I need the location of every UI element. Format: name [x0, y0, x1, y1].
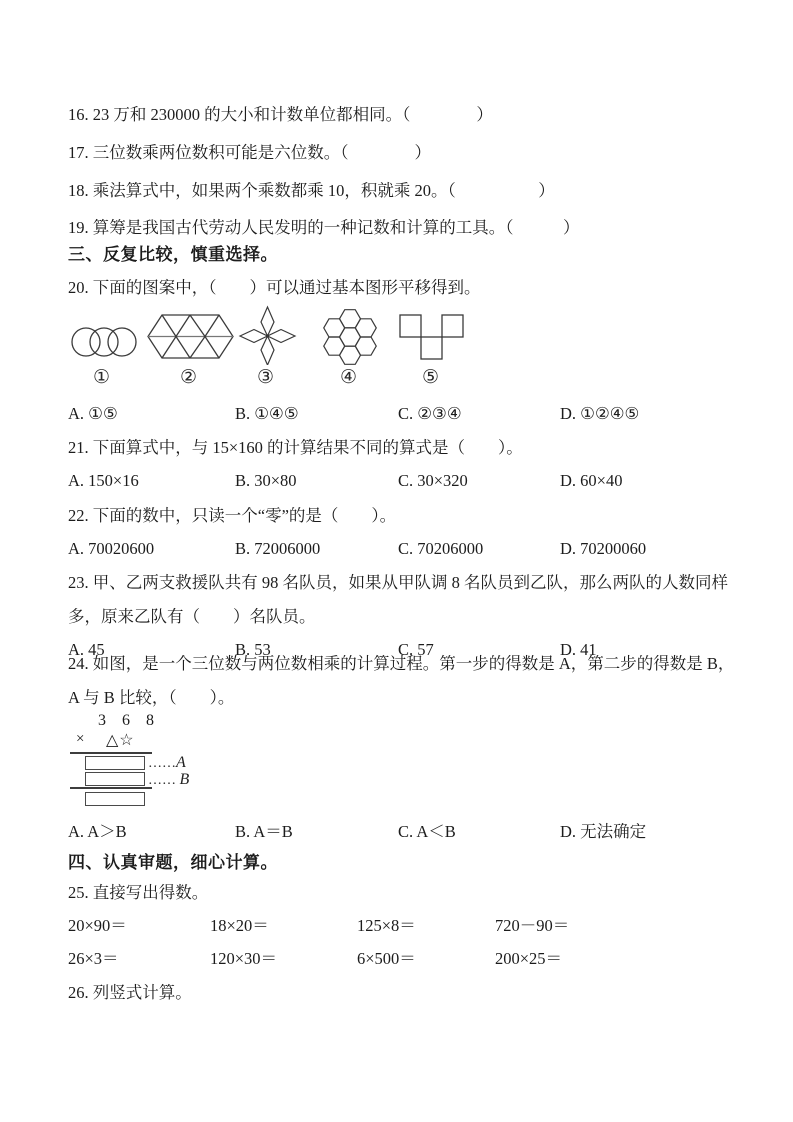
q24-multiplicand: 3 6 8: [98, 712, 160, 729]
figure-5-three-squares: [400, 315, 463, 359]
q22-stem: 22. 下面的数中，只读一个“零”的是（ ）。: [68, 506, 397, 525]
figure-label-5: ⑤: [422, 367, 440, 388]
q24-dots-label-a: [148, 754, 186, 772]
figure-label-4: ④: [340, 367, 358, 388]
q23-option-a: A. 45: [68, 640, 105, 659]
q22-option-b: B. 72006000: [235, 539, 321, 558]
q24-rule-bottom: [70, 787, 152, 789]
q23-option-d: D. 41: [560, 640, 597, 659]
q20-figures: [68, 303, 478, 365]
q23-option-b: B. 53: [235, 640, 271, 659]
q24-option-a: A. A＞B: [68, 822, 127, 841]
q24-option-d: D. 无法确定: [560, 822, 647, 841]
q22-option-d: D. 70200060: [560, 539, 647, 558]
section-four-title: 四、认真审题，细心计算。: [68, 853, 278, 872]
figure-4-honeycomb: [324, 310, 377, 365]
q24-multiplier-symbols: △☆: [106, 732, 135, 749]
q21-option-c: C. 30×320: [398, 471, 468, 490]
q25-expr-6: 120×30＝: [210, 949, 278, 968]
q24-blank-box-a: [85, 756, 145, 770]
q24-option-c: C. A＜B: [398, 822, 456, 841]
q26-stem: 26. 列竖式计算。: [68, 983, 192, 1002]
label-a: A: [176, 754, 186, 771]
q25-expr-8: 200×25＝: [495, 949, 563, 968]
figure-label-2: ②: [180, 367, 198, 388]
q25-expr-3: 125×8＝: [357, 916, 416, 935]
q20-option-a: A. ①⑤: [68, 404, 118, 423]
q21-option-b: B. 30×80: [235, 471, 297, 490]
figure-label-1: ①: [93, 367, 111, 388]
q25-expr-5: 26×3＝: [68, 949, 119, 968]
q21-stem: 21. 下面算式中，与 15×160 的计算结果不同的算式是（ ）。: [68, 438, 523, 457]
q24-stem-line1: 24. 如图，是一个三位数与两位数相乘的计算过程。第一步的得数是 A，第二步的得数是 B，: [68, 654, 735, 673]
q23-stem-line1: 23. 甲、乙两支救援队共有 98 名队员，如果从甲队调 8 名队员到乙队，那么两队的人数同样: [68, 573, 728, 592]
q20-option-b: B. ①④⑤: [235, 404, 299, 423]
q25-expr-2: 18×20＝: [210, 916, 269, 935]
figure-1-overlapping-circles: [72, 328, 136, 356]
q24-stem-line2: A 与 B 比较，（ ）。: [68, 688, 235, 707]
q24-blank-box-b: [85, 772, 145, 786]
q24-blank-box-result: [85, 792, 145, 806]
label-b: B: [179, 771, 190, 788]
q24-rule-top: [70, 752, 152, 754]
figure-2-triangle-tessellation: [148, 315, 233, 358]
q23-stem-line2: 多，原来乙队有（ ）名队员。: [68, 607, 316, 626]
section-three-title: 三、反复比较，慎重选择。: [68, 245, 278, 264]
q21-option-a: A. 150×16: [68, 471, 139, 490]
dots: ……: [148, 773, 176, 788]
judge-item-19: 19. 算筹是我国古代劳动人民发明的一种记数和计算的工具。（ ）: [68, 218, 580, 237]
q23-option-c: C. 57: [398, 640, 434, 659]
q24-multiplication-diagram: [68, 714, 278, 814]
q25-expr-1: 20×90＝: [68, 916, 127, 935]
judge-item-17: 17. 三位数乘两位数积可能是六位数。（ ）: [68, 143, 431, 162]
judge-item-18: 18. 乘法算式中，如果两个乘数都乘 10，积就乘 20。（ ）: [68, 181, 555, 200]
q24-dots-label-b: [148, 771, 189, 789]
judge-item-16: 16. 23 万和 230000 的大小和计数单位都相同。（ ）: [68, 105, 493, 124]
q22-option-c: C. 70206000: [398, 539, 484, 558]
q21-option-d: D. 60×40: [560, 471, 623, 490]
q20-option-c: C. ②③④: [398, 404, 462, 423]
q20-stem: 20. 下面的图案中，（ ）可以通过基本图形平移得到。: [68, 278, 481, 297]
figure-label-3: ③: [257, 367, 275, 388]
q25-stem: 25. 直接写出得数。: [68, 883, 209, 902]
q22-option-a: A. 70020600: [68, 539, 155, 558]
multiply-sign: ×: [76, 731, 85, 747]
dots: ……: [148, 756, 176, 771]
figure-3-four-point-star: [240, 307, 295, 365]
q25-expr-4: 720－90＝: [495, 916, 570, 935]
q25-expr-7: 6×500＝: [357, 949, 416, 968]
q24-option-b: B. A＝B: [235, 822, 293, 841]
q20-option-d: D. ①②④⑤: [560, 404, 640, 423]
q20-figure-labels: [68, 366, 488, 390]
